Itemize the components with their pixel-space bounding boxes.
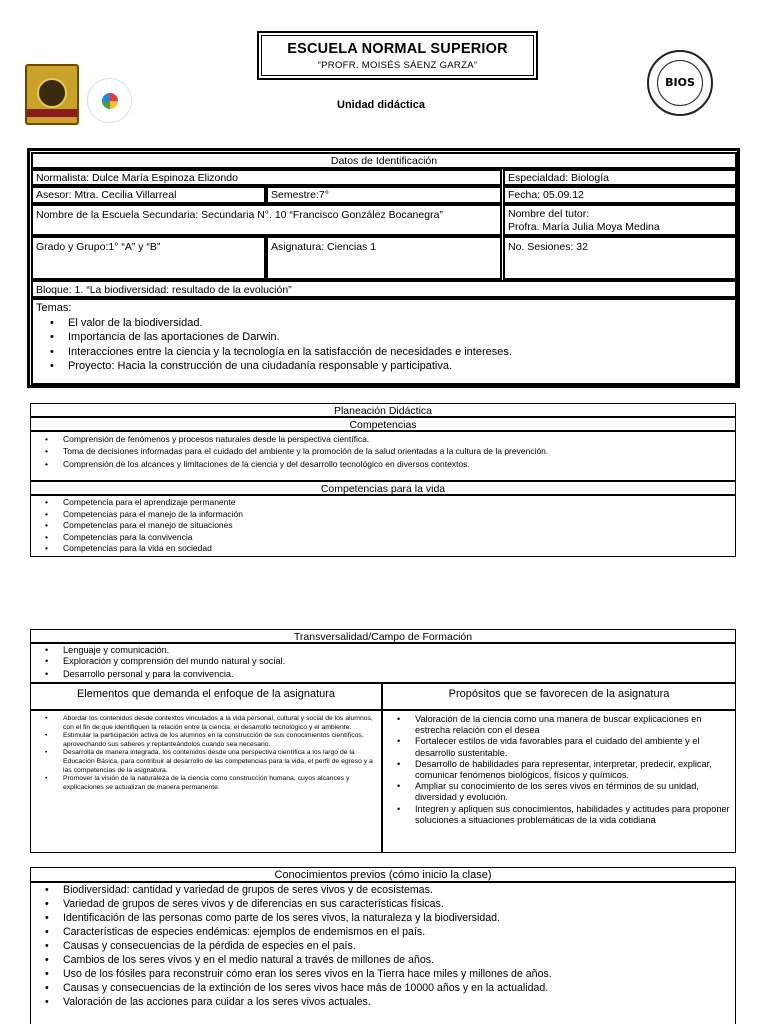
list-item: • Estimular la participación activa de los alumnos en la construcción de sus conocimientos científicos, aprovechando sus saberes y replanteándolos cuando sea necesario. <box>31 732 375 749</box>
semestre-field: Semestre:7° <box>266 186 502 204</box>
list-item: • Promover la visión de la naturaleza de la ciencia como construcción humana, cuyos alcances y explicaciones se actualizan de manera permanente. <box>31 775 375 792</box>
bloque-field: Bloque: 1. “La biodiversidad: resultado de la evolución” <box>31 280 737 298</box>
unit-title: Unidad didáctica <box>337 99 426 111</box>
list-item: • Ampliar su conocimiento de los seres vivos en términos de su unidad, diversidad y evolución. <box>383 781 731 803</box>
list-item: • Abordar los contenidos desde contextos vinculados a la vida personal, cultural y social de los alumnos, con el fin de que identifiquen la relación entre la ciencia, el desarrollo tecnológico y el ambiente. <box>31 715 375 732</box>
grado-field: Grado y Grupo:1° “A” y “B” <box>31 236 266 280</box>
color-wheel-icon <box>102 93 118 109</box>
school-name: ESCUELA NORMAL SUPERIOR <box>287 41 508 57</box>
list-item: • Causas y consecuencias de la pérdida de especies en el país. <box>31 939 735 953</box>
list-item: • Competencias para la vida en sociedad <box>31 543 735 555</box>
asesor-field: Asesor: Mtra. Cecilia Villarreal <box>31 186 266 204</box>
vida-list <box>31 497 735 555</box>
temas-label: Temas: <box>36 302 72 314</box>
bios-seal-icon <box>647 50 713 116</box>
transversalidad-list-box <box>30 643 736 683</box>
list-item: • Valoración de las acciones para cuidar a los seres vivos actuales. <box>31 995 735 1009</box>
asignatura-field: Asignatura: Ciencias 1 <box>266 236 502 280</box>
list-item: • El valor de la biodiversidad. <box>36 316 732 331</box>
reform-logo-icon <box>87 78 132 123</box>
list-item: • Importancia de las aportaciones de Darwin. <box>36 330 732 345</box>
school-title-box <box>257 31 538 80</box>
elementos-list <box>31 715 375 792</box>
vida-title: Competencias para la vida <box>30 481 736 495</box>
logo-band <box>27 109 77 117</box>
list-item: • Lenguaje y comunicación. <box>31 645 735 656</box>
sesiones-field: No. Sesiones: 32 <box>503 236 737 280</box>
school-logo-icon <box>25 64 79 125</box>
list-item: • Desarrolla de manera integrada, los contenidos desde una perspectiva científica a los largo de la Educación Básica, para contribuir al desarrollo de las competencias para la vida, el perfil de egreso y a las competencias de la asignatura. <box>31 749 375 775</box>
list-item: • Uso de los fósiles para reconstruir cómo eran los seres vivos en la Tierra hace miles y millones de años. <box>31 967 735 981</box>
tutor-name: Profra. María Julia Moya Medina <box>508 221 660 233</box>
list-item: • Competencias para la convivencia <box>31 532 735 544</box>
propositos-list-box <box>382 710 736 853</box>
list-item: • Competencias para el manejo de situaciones <box>31 520 735 532</box>
school-subtitle: “PROFR. MOISÉS SÁENZ GARZA” <box>317 60 478 71</box>
list-item: • Interacciones entre la ciencia y la tecnología en la satisfacción de necesidades e intereses. <box>36 345 732 360</box>
competencias-title: Competencias <box>30 417 736 431</box>
list-item: • Fortalecer estilos de vida favorables para el cuidado del ambiente y el desarrollo sustentable. <box>383 736 731 758</box>
list-item: • Desarrollo de habilidades para representar, interpretar, predecir, explicar, comunicar fenómenos biológicos, físicos y químicos. <box>383 759 731 781</box>
list-item: • Desarrollo personal y para la convivencia. <box>31 669 735 680</box>
list-item: • Comprensión de fenómenos y procesos naturales desde la perspectiva científica. <box>31 434 735 446</box>
temas-list <box>36 316 732 374</box>
list-item: • Identificación de las personas como parte de los seres vivos, la naturaleza y la biodiversidad. <box>31 911 735 925</box>
transversalidad-title: Transversalidad/Campo de Formación <box>30 629 736 643</box>
normalista-field: Normalista: Dulce María Espinoza Elizondo <box>31 169 502 186</box>
list-item: • Toma de decisiones informadas para el cuidado del ambiente y la promoción de la salud orientadas a la cultura de la prevención. <box>31 446 735 458</box>
school-title-inner <box>261 35 534 76</box>
list-item: • Exploración y comprensión del mundo natural y social. <box>31 656 735 667</box>
list-item: • Integren y apliquen sus conocimientos, habilidades y actitudes para proponer soluciones a situaciones problemáticas de la vida cotidiana <box>383 804 731 826</box>
elementos-list-box <box>30 710 382 853</box>
list-item: • Valoración de la ciencia como una manera de buscar explicaciones en estrecha relación con el desea <box>383 714 731 736</box>
conocimientos-title: Conocimientos previos (cómo inicio la clase) <box>30 867 736 882</box>
identification-title: Datos de Identificación <box>31 152 737 169</box>
propositos-title: Propósitos que se favorecen de la asignatura <box>382 683 736 710</box>
list-item: • Biodiversidad: cantidad y variedad de grupos de seres vivos y de ecosistemas. <box>31 883 735 897</box>
list-item: • Causas y consecuencias de la extinción de los seres vivos hace más de 10000 años y en la actualidad. <box>31 981 735 995</box>
tutor-field <box>503 204 737 236</box>
list-item: • Proyecto: Hacia la construcción de una ciudadanía responsable y participativa. <box>36 359 732 374</box>
especialidad-field: Especialdad: Biología <box>503 169 737 186</box>
competencias-list <box>31 434 735 471</box>
vida-list-box <box>30 495 736 557</box>
planeacion-title: Planeación Didáctica <box>30 403 736 417</box>
tutor-label: Nombre del tutor: <box>508 208 590 220</box>
temas-field <box>31 298 737 385</box>
propositos-list <box>383 714 731 826</box>
list-item: • Comprensión de los alcances y limitaciones de la ciencia y del desarrollo tecnológico en diversos contextos. <box>31 459 735 471</box>
list-item: • Competencias para el manejo de la información <box>31 509 735 521</box>
fecha-field: Fecha: 05.09.12 <box>503 186 737 204</box>
escuela-field: Nombre de la Escuela Secundaria: Secundaria N°. 10 “Francisco González Bocanegra” <box>31 204 502 236</box>
portrait-icon <box>37 78 67 108</box>
conocimientos-list-box <box>30 882 736 1024</box>
list-item: • Variedad de grupos de seres vivos y de diferencias en sus características físicas. <box>31 897 735 911</box>
list-item: • Competencia para el aprendizaje permanente <box>31 497 735 509</box>
transversalidad-list <box>31 645 735 681</box>
list-item: • Características de especies endémicas: ejemplos de endemismos en el país. <box>31 925 735 939</box>
conocimientos-list <box>31 883 735 1009</box>
seal-text: BIOS <box>665 76 695 89</box>
list-item: • Cambios de los seres vivos y en el medio natural a través de millones de años. <box>31 953 735 967</box>
elementos-title: Elementos que demanda el enfoque de la asignatura <box>30 683 382 710</box>
competencias-list-box <box>30 431 736 481</box>
